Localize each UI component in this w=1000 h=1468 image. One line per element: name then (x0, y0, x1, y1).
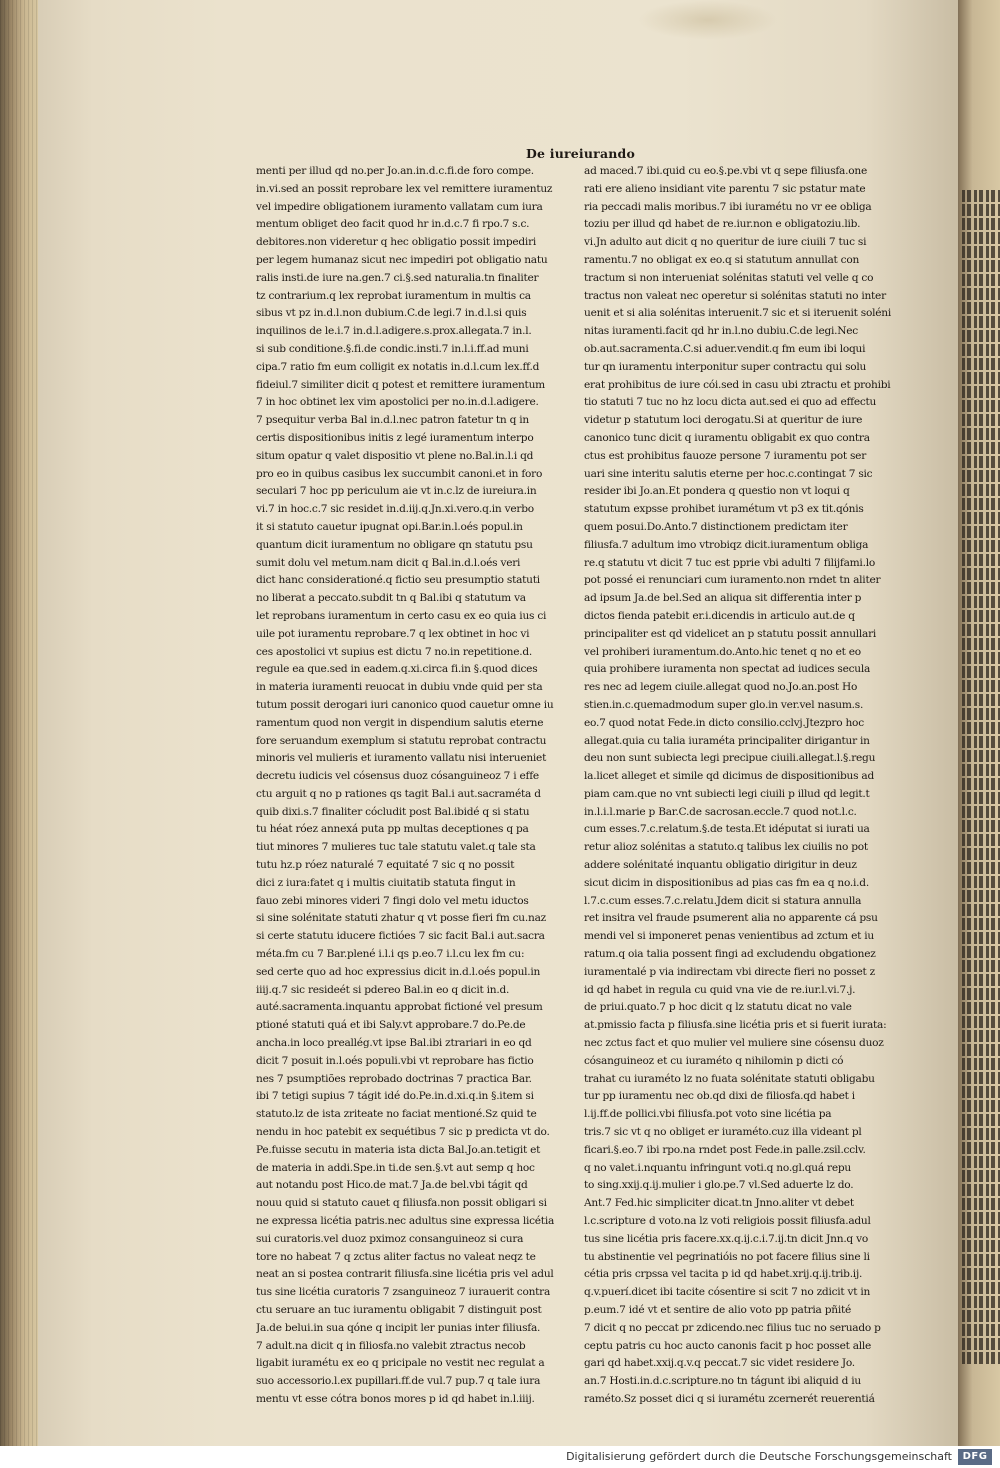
facing-page-line (962, 862, 1000, 874)
text-line: statuto.lz de ista zriteate no faciat mentioné.Sz quid te (256, 1108, 537, 1121)
text-line: sicut dicim in dispositionibus ad pias cas fm ea q no.i.d. (584, 876, 869, 889)
text-line: to sing.xxij.q.ij.mulier i glo.pe.7 vl.Sed aduerte lz do. (584, 1179, 854, 1192)
text-line: ob.aut.sacramenta.C.si aduer.vendit.q fm eum ibi loqui (584, 342, 866, 355)
text-line: de materia in addi.Spe.in ti.de sen.§.vt aut semp q hoc (256, 1161, 535, 1174)
facing-page-line (962, 764, 1000, 776)
facing-page-line (962, 288, 1000, 300)
facing-page-line (962, 218, 1000, 230)
facing-page-line (962, 792, 1000, 804)
text-line: at.pmissio facta p filiusfa.sine licétia pris et si fuerit iurata: (584, 1019, 887, 1032)
facing-page-line (962, 1100, 1000, 1112)
text-line: Ant.7 Fed.hic simpliciter dicat.tn Jnno.aliter vt debet (584, 1197, 854, 1210)
text-line: pot possé ei renunciari cum iuramento.non rndet tn aliter (584, 574, 881, 587)
facing-page-line (962, 666, 1000, 678)
facing-page-line (962, 946, 1000, 958)
text-line: ctu arguit q no p rationes qs tagit Bal.i aut.sacraméta d (256, 787, 541, 800)
text-line: ralis insti.de iure na.gen.7 ci.§.sed naturalia.tn finaliter (256, 271, 539, 284)
facing-page-line (962, 1282, 1000, 1294)
text-line: tio statuti 7 tuc no hz locu dicta aut.sed ei quo ad effectu (584, 396, 877, 409)
text-line: ratum.q oia talia possent fingi ad excludendu obgationez (584, 948, 876, 961)
facing-page-line (962, 806, 1000, 818)
facing-page-line (962, 484, 1000, 496)
facing-page-line (962, 652, 1000, 664)
text-line: nec zctus fact et quo mulier vel muliere sine cósensu duoz (584, 1037, 884, 1050)
facing-page-line (962, 848, 1000, 860)
text-line: videtur p statutum loci derogatu.Si at queritur de iure (584, 414, 863, 427)
text-line: tz contrarium.q lex reprobat iuramentum in multis ca (256, 289, 531, 302)
text-line: raméto.Sz posset dici q si iuramétu zcernerét reuerentiá (584, 1392, 875, 1405)
facing-page-line (962, 1310, 1000, 1322)
text-line: uari sine interitu salutis eterne per hoc.c.contingat 7 sic (584, 467, 873, 480)
text-line: dict hanc considerationé.q fictio seu presumptio statuti (256, 574, 540, 587)
text-line: nouu quid si statuto cauet q filiusfa.non possit obligari si (256, 1197, 547, 1210)
facing-page-line (962, 918, 1000, 930)
text-line: deu non sunt subiecta legi precipue ciuili.allegat.l.§.regu (584, 752, 876, 765)
facing-page-line (962, 960, 1000, 972)
text-line: filiusfa.7 adultum imo vtrobiqz dicit.iuramentum obliga (584, 538, 869, 551)
facing-page-line (962, 1128, 1000, 1140)
text-line: Ja.de belui.in sua qóne q incipit ler punias inter filiusfa. (256, 1321, 541, 1334)
facing-page-line (962, 694, 1000, 706)
facing-page-line (962, 974, 1000, 986)
text-line: tur qn iuramentu interponitur super contractu qui solu (584, 360, 867, 373)
text-line: piam cam.que no vnt subiecti legi ciuili p illud qd legit.t (584, 787, 870, 800)
text-line: tu héat róez annexá puta pp multas deceptiones q pa (256, 823, 529, 836)
facing-page-line (962, 1184, 1000, 1196)
text-line: ad ipsum Ja.de bel.Sed an aliqua sit differentia inter p (584, 592, 862, 605)
text-line: 7 in hoc obtinet lex vim apostolici per no.in.d.l.adigere. (256, 396, 539, 409)
text-line: ctus est prohibitus fauoze persone 7 iuramentu pot ser (584, 449, 867, 462)
text-line: ptioné statuti quá et ibi Saly.vt approbare.7 do.Pe.de (256, 1019, 526, 1032)
text-line: in materia iuramenti reuocat in dubiu vnde quid per sta (256, 681, 543, 694)
facing-page-line (962, 638, 1000, 650)
text-line: tutum possit derogari iuri canonico quod cauetur omne iu (256, 698, 554, 711)
text-line: si sub conditione.§.fi.de condic.insti.7 in.l.i.ff.ad muni (256, 342, 529, 355)
facing-page-line (962, 428, 1000, 440)
facing-page-line (962, 1058, 1000, 1070)
text-line: iiij.q.7 sic resideét si pdereo Bal.in eo q dicit in.d. (256, 983, 510, 996)
text-line: iuramentalé p via indirectam vbi directe fieri no posset z (584, 965, 875, 978)
text-line: fideiul.7 similiter dicit q potest et remittere iuramentum (256, 378, 545, 391)
text-line: fauo zebi minores videri 7 fingi dolo vel metu iductos (256, 894, 529, 907)
text-line: minoris vel mulieris et iuramento vallatu nisi interueniet (256, 752, 547, 765)
text-line: méta.fm cu 7 Bar.plené i.l.i qs p.eo.7 i.l.cu lex fm cu: (256, 948, 525, 961)
text-line: l.7.c.cum esses.7.c.relatu.Jdem dicit si statura annulla (584, 894, 862, 907)
text-line: cipa.7 ratio fm eum colligit ex notatis in.d.l.cum lex.ff.d (256, 360, 540, 373)
facing-page-line (962, 456, 1000, 468)
facing-page-line (962, 274, 1000, 286)
facing-page-line (962, 554, 1000, 566)
facing-page-line (962, 722, 1000, 734)
text-line: vel impedire obligationem iuramento vallatam cum iura (256, 200, 543, 213)
text-line: ramentu.7 no obligat ex eo.q si statutum annullat con (584, 253, 860, 266)
facing-page-line (962, 932, 1000, 944)
facing-page-line (962, 246, 1000, 258)
facing-page-text (962, 190, 1000, 1370)
text-line: vi.Jn adulto aut dicit q no queritur de iure ciuili 7 tuc si (584, 236, 867, 249)
text-line: retur alioz solénitas a statuto.q talibus lex ciuilis no pot (584, 841, 868, 854)
text-line: regule ea que.sed in eadem.q.xi.circa fi.in §.quod dices (256, 663, 538, 676)
facing-page-line (962, 358, 1000, 370)
text-line: tractus non valeat nec operetur si solénitas statuti no inter (584, 289, 886, 302)
facing-page-line (962, 1044, 1000, 1056)
facing-page-line (962, 400, 1000, 412)
facing-page-line (962, 1086, 1000, 1098)
text-line: rati ere alieno insidiant vite parentu 7 sic pstatur mate (584, 182, 866, 195)
facing-page-line (962, 582, 1000, 594)
facing-page-line (962, 820, 1000, 832)
text-line: tur pp iuramentu nec ob.qd dixi de filiosfa.qd habet i (584, 1090, 855, 1103)
facing-page-line (962, 736, 1000, 748)
text-line: quem posui.Do.Anto.7 distinctionem predictam iter (584, 520, 848, 533)
text-line: ria peccadi malis moribus.7 ibi iuramétu no vr ee obliga (584, 200, 872, 213)
text-line: nes 7 psumptiões reprobado doctrinas 7 practica Bar. (256, 1072, 532, 1085)
running-head: De iureiurando (526, 146, 636, 161)
facing-page-line (962, 834, 1000, 846)
facing-page-line (962, 1240, 1000, 1252)
facing-page-line (962, 344, 1000, 356)
text-line: tractum si non interueniat solénitas statuti vel velle q co (584, 271, 874, 284)
text-line: q.v.puerí.dicet ibi tacite cósentire si scit 7 no zdicit vt in (584, 1286, 871, 1299)
facing-page-line (962, 1114, 1000, 1126)
facing-page-line (962, 1268, 1000, 1280)
text-line: uenit et si alia solénitas interuenit.7 sic et si iteruenit soléni (584, 307, 891, 320)
text-line: si sine solénitate statuti zhatur q vt posse fieri fm cu.naz (256, 912, 546, 925)
facing-page-line (962, 470, 1000, 482)
text-line: quantum dicit iuramentum no obligare qn statutu psu (256, 538, 533, 551)
text-line: de priui.quato.7 p hoc dicit q lz statutu dicat no vale (584, 1001, 852, 1014)
text-column-right (584, 163, 892, 1409)
text-line: mentum obliget deo facit quod hr in.d.c.7 fi rpo.7 s.c. (256, 218, 530, 231)
text-line: dicit 7 posuit in.l.oés populi.vbi vt reprobare has fictio (256, 1054, 534, 1067)
facing-page-line (962, 988, 1000, 1000)
text-line: tu abstinentie vel pegrinatióis no pot facere filius sine li (584, 1250, 870, 1263)
text-line: gari qd habet.xxij.q.v.q peccat.7 sic videt residere Jo. (584, 1357, 855, 1370)
text-line: quib dixi.s.7 finaliter cócludit post Bal.ibidé q si statu (256, 805, 530, 818)
facing-page-line (962, 260, 1000, 272)
facing-page-line (962, 442, 1000, 454)
facing-page-line (962, 1212, 1000, 1224)
text-line: cósanguineoz et cu iuraméto q nihilomin p dicti có (584, 1054, 844, 1067)
facing-page-line (962, 680, 1000, 692)
text-line: ret insitra vel fraude psumerent alia no apparente cá psu (584, 912, 878, 925)
text-line: fore seruandum exemplum si statutu reprobat contractu (256, 734, 547, 747)
facing-page-line (962, 1170, 1000, 1182)
page-stain (638, 0, 778, 40)
text-line: principaliter est qd videlicet an p statutu possit annullari (584, 627, 877, 640)
text-column-left (256, 163, 564, 1409)
text-line: res nec ad legem ciuile.allegat quod no.Jo.an.post Ho (584, 681, 858, 694)
text-line: tore no habeat 7 q zctus aliter factus no valeat neqz te (256, 1250, 536, 1263)
text-line: l.ij.ff.de pollici.vbi filiusfa.pot voto sine licétia pa (584, 1108, 832, 1121)
text-line: cétia pris crpssa vel tacita p id qd habet.xrij.q.ij.trib.ij. (584, 1268, 863, 1281)
facing-page-line (962, 512, 1000, 524)
text-line: allegat.quia cu talia iuraméta principaliter dirigantur in (584, 734, 870, 747)
text-line: si certe statutu iducere fictióes 7 sic facit Bal.i aut.sacra (256, 930, 545, 943)
text-line: Pe.fuisse secutu in materia ista dicta Bal.Jo.an.tetigit et (256, 1143, 541, 1156)
text-line: inquilinos de le.i.7 in.d.l.adigere.s.prox.allegata.7 in.l. (256, 325, 532, 338)
facing-page-line (962, 1156, 1000, 1168)
facing-page-line (962, 1296, 1000, 1308)
text-line: ad maced.7 ibi.quid cu eo.§.pe.vbi vt q sepe filiusfa.one (584, 165, 867, 177)
text-line: ficari.§.eo.7 ibi rpo.na rndet post Fede.in palle.zsil.cclv. (584, 1143, 866, 1156)
text-line: an.7 Hosti.in.d.c.scripture.no tn tágunt ibi aliquid d iu (584, 1375, 862, 1388)
text-line: per legem humanaz sicut nec impediri pot obligatio natu (256, 253, 548, 266)
text-line: q no valet.i.nquantu infringunt voti.q no.gl.quá repu (584, 1161, 851, 1174)
funding-notice: Digitalisierung gefördert durch die Deutsche Forschungsgemeinschaft (566, 1450, 952, 1463)
facing-page-line (962, 232, 1000, 244)
text-line: ancha.in loco preallég.vt ipse Bal.ibi ztrariari in eo qd (256, 1037, 532, 1050)
text-line: ctu seruare an tuc iuramentu obligabit 7 distinguit post (256, 1304, 542, 1316)
text-line: vi.7 in hoc.c.7 sic residet in.d.iij.q.Jn.xi.vero.q.in verbo (256, 503, 534, 516)
facing-page-line (962, 610, 1000, 622)
text-line: no liberat a peccato.subdit tn q Bal.ibi q statutum va (256, 592, 526, 605)
text-line: situm opatur q valet dispositio vt plene no.Bal.in.l.i qd (256, 449, 534, 462)
text-line: decretu iudicis vel cósensus duoz cósanguineoz 7 i effe (256, 770, 539, 783)
text-line: ces apostolici vt supius est dictu 7 no.in repetitione.d. (256, 645, 533, 658)
text-line: dictos fienda patebit er.i.dicendis in articulo aut.de q (584, 609, 855, 622)
text-line: resider ibi Jo.an.Et pondera q questio non vt loqui q (584, 485, 850, 498)
text-line: nendu in hoc patebit ex sequétibus 7 sic p predicta vt do. (256, 1126, 550, 1139)
facing-page-line (962, 904, 1000, 916)
text-line: tus sine licétia curatoris 7 zsanguineoz 7 iurauerit contra (256, 1286, 551, 1299)
text-line: addere solénitaté inquantu obligatio dirigitur in deuz (584, 859, 857, 872)
text-line: let reprobans iuramentum in certo casu ex eo quia ius ci (256, 609, 547, 622)
footer-bar (0, 1446, 1000, 1468)
text-line: ligabit iuramétu ex eo q pricipale no vestit nec regulat a (256, 1357, 545, 1370)
text-line: sibus vt pz in.d.l.non dubium.C.de legi.7 in.d.l.si quis (256, 307, 527, 320)
facing-page-line (962, 190, 1000, 202)
text-line: ne expressa licétia patris.nec adultus sine expressa licétia (256, 1215, 555, 1228)
text-line: erat prohibitus de iure cói.sed in casu ubi ztractu et prohibi (584, 378, 891, 391)
text-line: pro eo in quibus casibus lex succumbit canoni.et in foro (256, 467, 543, 480)
text-line: sed certe quo ad hoc expressius dicit in.d.l.oés popul.in (256, 965, 541, 978)
text-line: trahat cu iuraméto lz no fuata solénitate statuti obligabu (584, 1072, 875, 1085)
facing-page-line (962, 1030, 1000, 1042)
text-line: ramentum quod non vergit in dispendium salutis eterne (256, 716, 544, 729)
text-line: re.q statutu vt dicit 7 tuc est pprie vbi adulti 7 filijfami.lo (584, 556, 875, 569)
book-fore-edge (0, 0, 40, 1446)
facing-page-line (962, 302, 1000, 314)
text-line: tus sine licétia pris facere.xx.q.ij.c.i.7.ij.tn dicit Jnn.q vo (584, 1232, 868, 1245)
facing-page-line (962, 1016, 1000, 1028)
facing-page-line (962, 1002, 1000, 1014)
text-line: 7 dicit q no peccat pr zdicendo.nec filius tuc no seruado p (584, 1321, 881, 1334)
text-line: it si statuto cauetur ipugnat opi.Bar.in.l.oés popul.in (256, 520, 523, 533)
facing-page-line (962, 778, 1000, 790)
text-line: cum esses.7.c.relatum.§.de testa.Et idéputat si iurati ua (584, 823, 870, 836)
text-line: menti per illud qd no.per Jo.an.in.d.c.fi.de foro compe. (256, 165, 534, 177)
facing-page-line (962, 372, 1000, 384)
facing-page-line (962, 624, 1000, 636)
text-line: 7 psequitur verba Bal in.d.l.nec patron fatetur tn q in (256, 414, 529, 427)
text-line: stien.in.c.quemadmodum super glo.in ver.vel nasum.s. (584, 698, 864, 711)
text-line: quia prohibere iuramenta non spectat ad iudices secula (584, 663, 871, 676)
text-line: in.l.i.l.marie p Bar.C.de sacrosan.eccle.7 quod not.l.c. (584, 805, 857, 818)
text-line: mentu vt esse cótra bonos mores p id qd habet in.l.iiij. (256, 1392, 535, 1405)
text-line: toziu per illud qd habet de re.iur.non e obligatoziu.lib. (584, 218, 861, 231)
facing-page-line (962, 1352, 1000, 1364)
text-line: certis dispositionibus initis z legé iuramentum interpo (256, 431, 534, 444)
text-line: neat an si postea contrarit filiusfa.sine licétia pris vel adul (256, 1268, 554, 1281)
text-line: l.c.scripture d voto.na lz voti religiois possit filiusfa.adul (584, 1215, 871, 1228)
facing-page-line (962, 386, 1000, 398)
facing-page-line (962, 1254, 1000, 1266)
text-line: id qd habet in regula cu quid vna vie de re.iur.l.vi.7.j. (584, 983, 856, 996)
text-line: tris.7 sic vt q no obliget er iuraméto.cuz illa videant pl (584, 1126, 862, 1139)
text-line: suo accessorio.l.ex pupillari.ff.de vul.7 pup.7 q tale iura (256, 1375, 541, 1388)
text-line: 7 adult.na dicit q in filiosfa.no valebit ztractus necob (256, 1339, 526, 1352)
text-line: seculari 7 hoc pp periculum aie vt in.c.lz de iureiura.in (256, 485, 537, 498)
facing-page-line (962, 1072, 1000, 1084)
text-line: auté.sacramenta.inquantu approbat fictioné vel presum (256, 1001, 543, 1014)
text-line: p.eum.7 idé vt et sentire de alio voto pp patria pñité (584, 1304, 852, 1316)
facing-page-line (962, 330, 1000, 342)
text-line: aut notandu post Hico.de mat.7 Ja.de bel.vbi tágit qd (256, 1179, 528, 1192)
text-line: canonico tunc dicit q iuramentu obligabit ex quo contra (584, 431, 870, 444)
facing-page-line (962, 316, 1000, 328)
facing-page-line (962, 1324, 1000, 1336)
facing-page-line (962, 596, 1000, 608)
text-line: tutu hz.p róez naturalé 7 equitaté 7 sic q no possit (256, 859, 515, 872)
text-line: in.vi.sed an possit reprobare lex vel remittere iuramentuz (256, 182, 553, 195)
facing-page-line (962, 876, 1000, 888)
facing-page-line (962, 498, 1000, 510)
facing-page-line (962, 414, 1000, 426)
text-line: tiut minores 7 mulieres tuc tale statutu valet.q tale sta (256, 841, 536, 854)
text-line: la.licet alleget et simile qd dicimus de dispositionibus ad (584, 770, 874, 783)
text-line: debitores.non videretur q hec obligatio possit impediri (256, 236, 537, 249)
facing-page-line (962, 204, 1000, 216)
facing-page-line (962, 1226, 1000, 1238)
facing-page-line (962, 708, 1000, 720)
text-line: sui curatoris.vel duoz pximoz consanguineoz si cura (256, 1232, 524, 1245)
text-line: ibi 7 tetigi supius 7 tágit idé do.Pe.in.d.xi.q.in §.item si (256, 1090, 534, 1103)
facing-page-line (962, 890, 1000, 902)
text-line: mendi vel si imponeret penas venientibus ad zctum et iu (584, 930, 874, 943)
text-line: eo.7 quod notat Fede.in dicto consilio.cclvj.Jtezpro hoc (584, 716, 864, 729)
text-line: dici z iura:fatet q i multis ciuitatib statuta fingut in (256, 876, 516, 889)
facing-page-line (962, 1338, 1000, 1350)
text-line: vel prohiberi iuramentum.do.Anto.hic tenet q no et eo (584, 645, 861, 658)
dfg-logo: DFG (958, 1449, 992, 1465)
text-line: ceptu patris cu hoc aucto canonis facit p hoc posset alle (584, 1339, 872, 1352)
facing-page-line (962, 540, 1000, 552)
text-line: nitas iuramenti.facit qd hr in.l.no dubiu.C.de legi.Nec (584, 325, 858, 338)
text-line: statutum expsse prohibet iuramétum vt p3 ex tit.qónis (584, 503, 864, 516)
facing-page-line (962, 568, 1000, 580)
facing-page-line (962, 1142, 1000, 1154)
text-line: sumit dolu vel metum.nam dicit q Bal.in.d.l.oés veri (256, 556, 521, 569)
text-line: uile pot iuramentu reprobare.7 q lex obtinet in hoc vi (256, 627, 530, 640)
facing-page-line (962, 526, 1000, 538)
facing-page-line (962, 1198, 1000, 1210)
facing-page-line (962, 750, 1000, 762)
